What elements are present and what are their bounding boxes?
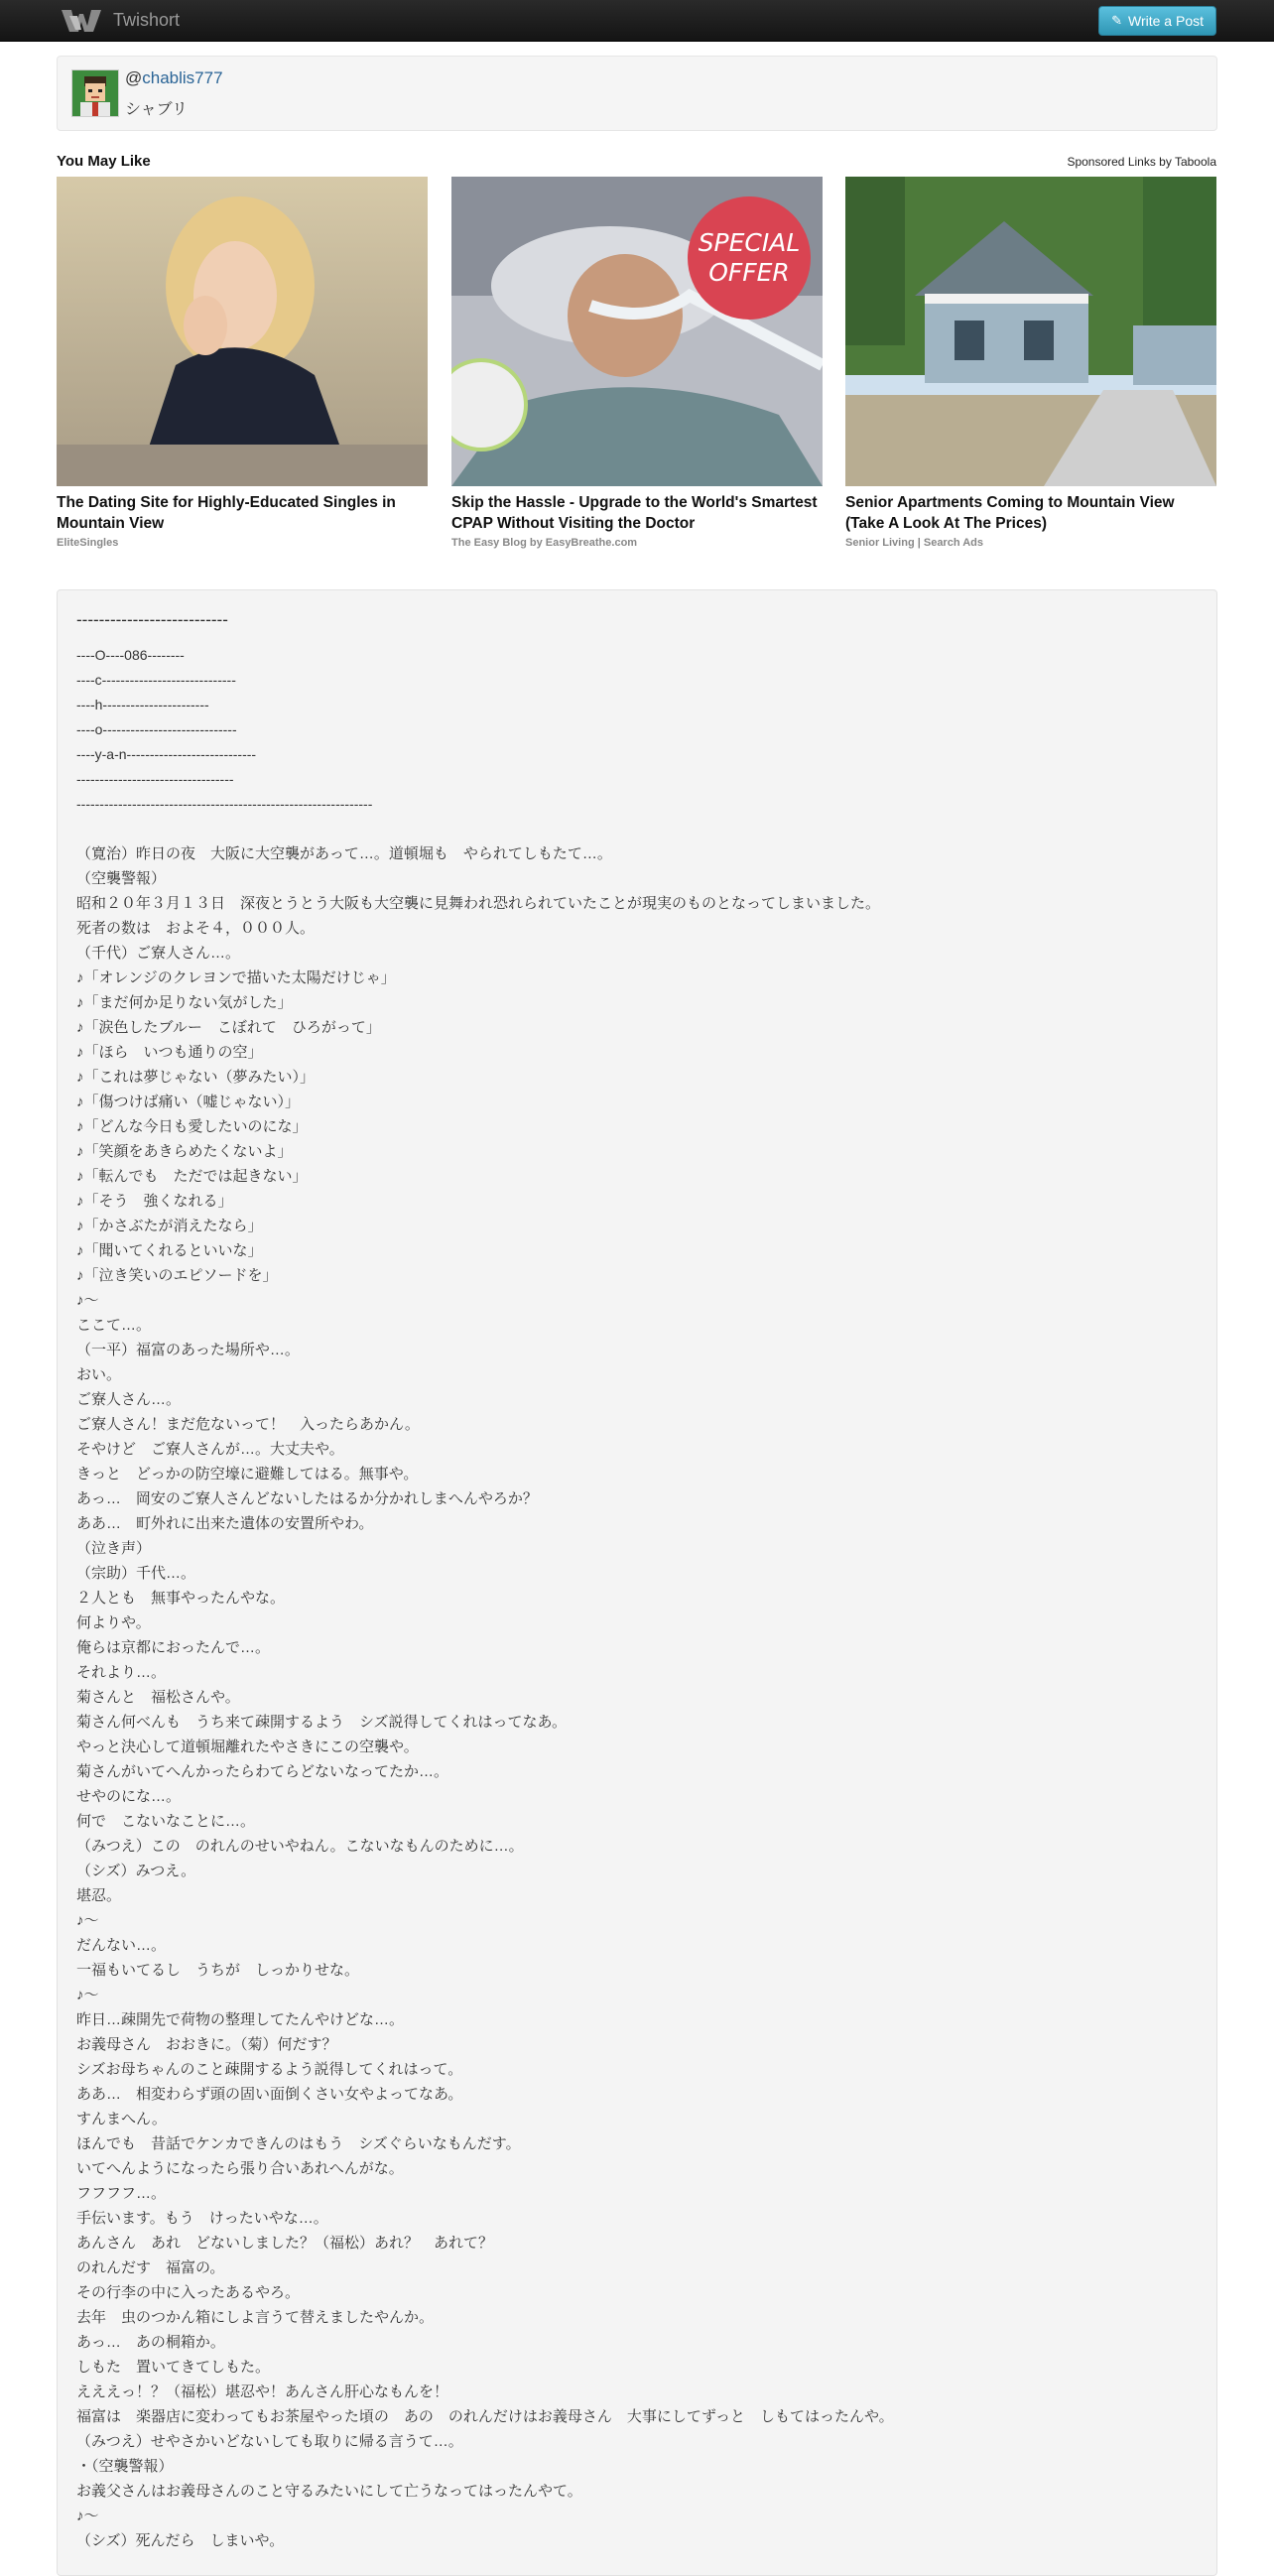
post-line: ・（空襲警報）: [76, 2458, 174, 2475]
post-art-line: ----h-----------------------: [76, 697, 209, 712]
post-line: （空襲警報）: [76, 870, 167, 887]
post-line: ♪「笑顔をあきらめたくないよ」: [76, 1143, 293, 1160]
top-navbar: [0, 0, 1274, 42]
post-line: あっ… あの桐箱か。: [76, 2334, 225, 2351]
post-line: ♪～: [76, 1292, 99, 1309]
avatar[interactable]: [71, 69, 119, 117]
post-line: 何よりや。: [76, 1614, 151, 1631]
post-line: ♪「転んでも ただでは起きない」: [76, 1168, 308, 1185]
post-lines: [76, 643, 894, 2553]
post-art-line: ----o-----------------------------: [76, 721, 237, 737]
post-line: ２人とも 無事やったんやな。: [76, 1590, 286, 1607]
card-title[interactable]: Skip the Hassle - Upgrade to the World's Smartest CPAP Without Visiting the Doctor: [451, 494, 818, 532]
post-line: ♪「泣き笑いのエピソードを」: [76, 1267, 278, 1284]
post-line: 手伝います。もう けったいやな…。: [76, 2210, 328, 2227]
user-name: シャブリ: [125, 101, 189, 118]
card-source[interactable]: Senior Living | Search Ads: [845, 537, 983, 549]
post-art-line: ----c-----------------------------: [76, 672, 236, 688]
post-line: あんさん あれ どないしました？（福松）あれ？ あれて？: [76, 2235, 494, 2252]
post-line: 昭和２０年３月１３日 深夜とうとう大阪も大空襲に見舞われ恐れられていたことが現実のものとなってしまいました。: [76, 895, 881, 912]
post-line: （泣き声）: [76, 1540, 152, 1557]
post-line: ♪「涙色したブルー こぼれて ひろがって」: [76, 1019, 381, 1036]
post-line: のれんだす 福富の。: [76, 2259, 225, 2276]
post-heading: ---------------------------: [76, 610, 228, 629]
post-art-line: ----y-a-n----------------------------: [76, 746, 257, 762]
post-line: しもた 置いてきてしもた。: [76, 2359, 271, 2376]
twishort-logo-icon: [60, 6, 103, 34]
post-line: （みつえ）この のれんのせいやねん。こないなもんのために…。: [76, 1838, 524, 1855]
you-may-like-heading: You May Like: [57, 153, 151, 170]
post-line: そやけど ご寮人さんが…。大丈夫や。: [76, 1441, 344, 1458]
post-line: シズお母ちゃんのこと疎開するよう説得してくれはって。: [76, 2061, 463, 2078]
post-line: 福富は 楽器店に変わってもお茶屋やった頃の あの のれんだけはお義母さん 大事にしてずっと しもてはったんや。: [76, 2408, 894, 2425]
sponsored-link[interactable]: Sponsored Links by Taboola: [1067, 155, 1216, 169]
post-line: ああ… 町外れに出来た遺体の安置所やわ。: [76, 1515, 374, 1532]
post-line: ♪「オレンジのクレヨンで描いた太陽だけじゃ」: [76, 969, 396, 986]
post-line: すんまへん。: [76, 2111, 167, 2127]
card-title[interactable]: Senior Apartments Coming to Mountain View (Take A Look At The Prices): [845, 494, 1175, 532]
brand-name[interactable]: Twishort: [113, 9, 181, 30]
recommendation-card[interactable]: [845, 177, 1216, 549]
post-line: （みつえ）せやさかいどないしても取りに帰る言うて…。: [76, 2433, 463, 2450]
special-offer-badge: SPECIAL: [698, 228, 801, 257]
post-line: おい。: [76, 1366, 122, 1383]
post-line: いてへんようになったら張り合いあれへんがな。: [76, 2160, 404, 2177]
post-line: その行李の中に入ったあるやろ。: [76, 2284, 301, 2301]
card-title[interactable]: The Dating Site for Highly-Educated Singles in Mountain View: [57, 494, 396, 532]
post-line: [76, 817, 894, 841]
post-line: 死者の数は およそ４，０００人。: [76, 920, 316, 937]
post-line: 菊さん何べんも うち来て疎開するよう シズ説得してくれはってなあ。: [76, 1714, 567, 1731]
post-line: （シズ）死んだら しまいや。: [76, 2532, 285, 2549]
user-handle-text[interactable]: chablis777: [142, 68, 223, 87]
brand[interactable]: [60, 5, 180, 35]
post-line: （千代）ご寮人さん…。: [76, 945, 241, 962]
post-line: 昨日…疎開先で荷物の整理してたんやけどな…。: [76, 2011, 405, 2028]
post-line: ここて…。: [76, 1317, 152, 1334]
user-handle[interactable]: @chablis777: [125, 68, 223, 87]
post-line: やっと決心して道頓堀離れたやさきにこの空襲や。: [76, 1739, 419, 1755]
post-line: ご寮人さん…。: [76, 1391, 182, 1408]
post-line: 菊さんがいてへんかったらわてらどないなってたか…。: [76, 1763, 449, 1780]
post-line: ♪～: [76, 1912, 99, 1929]
card-source[interactable]: EliteSingles: [57, 537, 119, 549]
post-line: 去年 虫のつかん箱にしよ言うて替えましたやんか。: [76, 2309, 435, 2326]
post-art-line: ----O----086--------: [76, 647, 185, 663]
post-line: えええっ！？（福松）堪忍や！あんさん肝心なもんを！: [76, 2383, 449, 2400]
post-body: [57, 589, 1217, 2576]
special-offer-badge-line2: OFFER: [708, 258, 790, 287]
post-line: ♪「まだ何か足りない気がした」: [76, 994, 293, 1011]
recommendation-card[interactable]: [57, 177, 428, 549]
post-line: お義父さんはお義母さんのこと守るみたいにして亡うなってはったんやて。: [76, 2483, 582, 2500]
post-line: ほんでも 昔話でケンカできんのはもう シズぐらいなもんだす。: [76, 2135, 521, 2152]
post-line: ご寮人さん！まだ危ないって！ 入ったらあかん。: [76, 1416, 420, 1433]
avatar-image: [72, 70, 118, 116]
post-art-line: ----------------------------------------------------------------: [76, 796, 373, 812]
post-line: 菊さんと 福松さんや。: [76, 1689, 240, 1706]
post-line: フフフフ…。: [76, 2185, 167, 2202]
write-post-button[interactable]: [1098, 6, 1216, 36]
post-line: ♪「傷つけば痛い（嘘じゃない）」: [76, 1094, 301, 1110]
edit-icon: ✎: [1111, 13, 1122, 28]
post-line: ♪「そう 強くなれる」: [76, 1193, 233, 1210]
card-source[interactable]: The Easy Blog by EasyBreathe.com: [451, 537, 638, 549]
post-line: ♪「聞いてくれるといいな」: [76, 1242, 263, 1259]
write-post-label: Write a Post: [1128, 13, 1204, 29]
post-line: だんない…。: [76, 1937, 167, 1954]
post-line: ♪「これは夢じゃない（夢みたい）」: [76, 1069, 316, 1086]
post-line: あっ… 岡安のご寮人さんどないしたはるか分かれしまへんやろか？: [76, 1490, 538, 1507]
post-line: ああ… 相変わらず頭の固い面倒くさい女やよってなあ。: [76, 2086, 463, 2103]
recommendation-card[interactable]: [451, 177, 823, 549]
post-line: 何で こないなことに…。: [76, 1813, 256, 1830]
post-line: （一平）福富のあった場所や…。: [76, 1342, 300, 1358]
post-line: ♪「ほら いつも通りの空」: [76, 1044, 263, 1061]
post-line: 堪忍。: [76, 1887, 122, 1904]
post-line: （宗助）千代…。: [76, 1565, 196, 1582]
post-line: ♪「かさぶたが消えたなら」: [76, 1218, 263, 1234]
post-line: きっと どっかの防空壕に避難してはる。無事や。: [76, 1466, 419, 1482]
post-line: （寛治）昨日の夜 大阪に大空襲があって…。道頓堀も やられてしもたて…。: [76, 845, 612, 862]
card-image-house[interactable]: [845, 177, 1216, 486]
post-line: お義母さん おおきに。（菊）何だす？: [76, 2036, 337, 2053]
card-image-woman[interactable]: [57, 177, 428, 486]
post-line: ♪「どんな今日も愛したいのにな」: [76, 1118, 308, 1135]
post-line: ♪～: [76, 2508, 99, 2524]
post-line: それより…。: [76, 1664, 167, 1681]
author-panel: [57, 56, 1217, 131]
post-line: ♪～: [76, 1987, 99, 2003]
post-line: 俺らは京都におったんで…。: [76, 1639, 271, 1656]
post-line: せやのにな…。: [76, 1788, 182, 1805]
post-line: 一福もいてるし うちが しっかりせな。: [76, 1962, 360, 1979]
post-line: （シズ）みつえ。: [76, 1863, 196, 1879]
post-art-line: ----------------------------------: [76, 771, 234, 787]
card-image-cpap[interactable]: [451, 177, 823, 486]
